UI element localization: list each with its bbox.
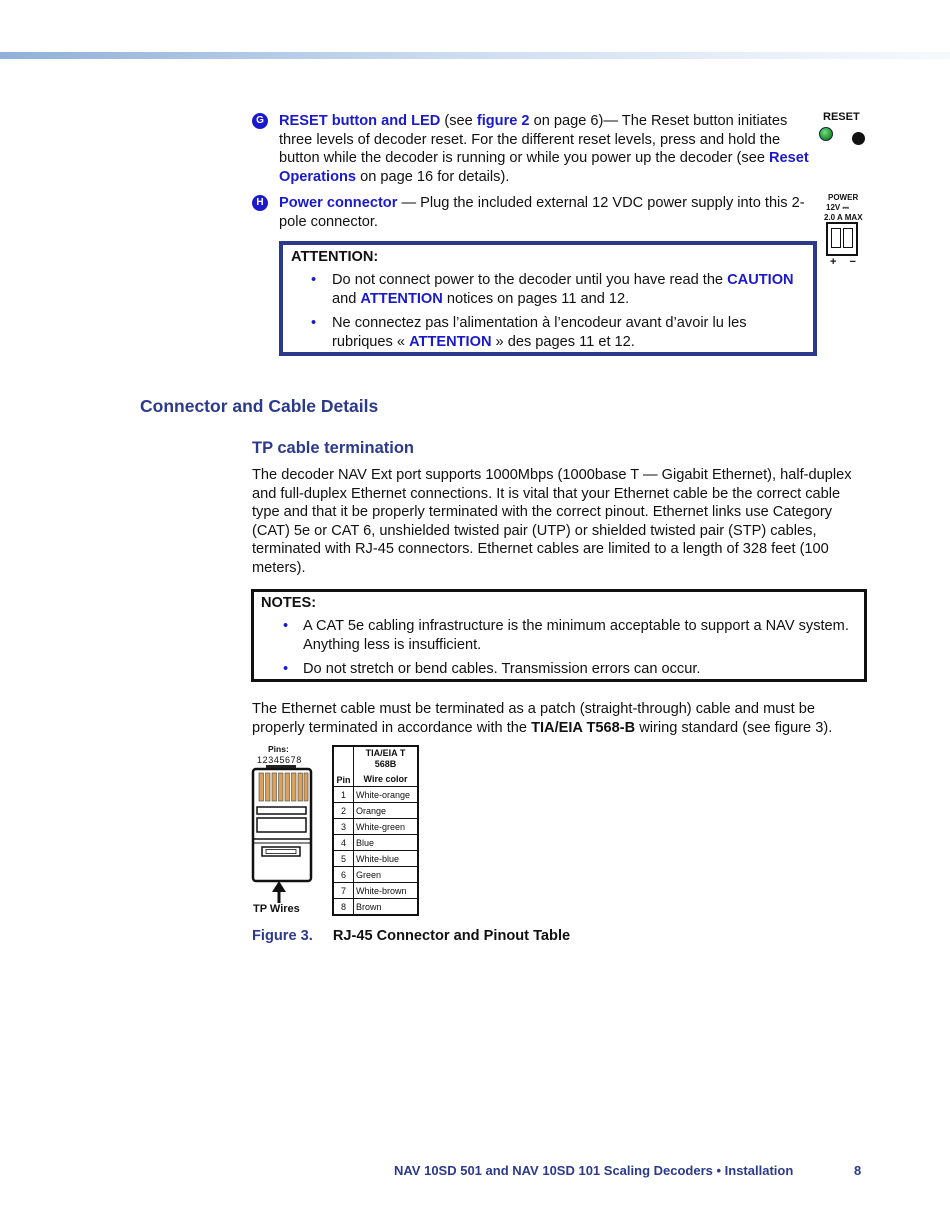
power-polarity: + −: [830, 256, 861, 268]
connector-pin-icon: [843, 228, 853, 248]
attention-link[interactable]: ATTENTION: [360, 290, 443, 307]
power-graphic-label: [824, 193, 863, 223]
reset-description: on page 6)— The Reset button initiates three levels of decoder reset. For the different reset levels, press and hold the button while the decoder is running or while you power up the decoder (see: [279, 113, 788, 167]
attention-b1-text: Do not connect power to the decoder until you have read the: [332, 272, 728, 288]
callout-badge-g: G: [252, 113, 268, 129]
power-voltage: 12V: [826, 203, 841, 212]
col-color-header: Wire color: [354, 771, 419, 787]
notes-b2-text: Do not stretch or bend cables. Transmission errors can occur.: [303, 661, 701, 678]
wire-color-cell: Brown: [354, 899, 419, 916]
page-number: 8: [854, 1163, 862, 1178]
notes-item: [261, 660, 857, 679]
attention-b2-text: Ne connectez pas l’alimentation à l’encodeur avant d’avoir lu les rubriques «: [332, 315, 747, 350]
reset-operations-link[interactable]: Reset Operations: [279, 150, 809, 185]
bullet-icon: •: [283, 661, 289, 678]
power-description: — Plug the included external 12 VDC power supply into this 2-pole connector.: [279, 195, 805, 230]
reset-tail: on page 16 for details).: [356, 168, 510, 185]
wire-color-cell: White-blue: [354, 851, 419, 867]
table-row: [333, 851, 418, 867]
wire-color-cell: White-orange: [354, 787, 419, 803]
attention-item: [291, 271, 805, 308]
reset-button-icon: [852, 132, 865, 145]
attention-b1-and: and: [332, 290, 361, 307]
pin-number-cell: 4: [333, 835, 354, 851]
pin-number-cell: 8: [333, 899, 354, 916]
attention-b2-rest: » des pages 11 et 12.: [491, 333, 635, 350]
table-row: [333, 867, 418, 883]
col-pin-header: Pin: [333, 746, 354, 787]
notes-b1-text: A CAT 5e cabling infrastructure is the minimum acceptable to support a NAV system. Anything less is insufficient.: [303, 618, 849, 653]
notes-title: NOTES:: [261, 595, 317, 611]
callout-badge-h: H: [252, 195, 268, 211]
dc-symbol-icon: ⎓: [842, 203, 849, 212]
attention-b1-rest: notices on pages 11 and 12.: [442, 290, 630, 307]
reset-graphic-label: RESET: [823, 111, 860, 123]
rj45-connector-icon: [250, 765, 314, 905]
table-row: [333, 819, 418, 835]
table-header-row: [333, 746, 418, 771]
wire-color-cell: White-green: [354, 819, 419, 835]
attention-title: ATTENTION:: [291, 249, 379, 265]
wire-color-cell: White-brown: [354, 883, 419, 899]
pin-number-cell: 7: [333, 883, 354, 899]
reset-title: RESET button and LED: [279, 113, 441, 129]
termination-paragraph: [252, 700, 864, 737]
header-gradient-bar: [0, 52, 950, 59]
pin-numbers: 12345678: [257, 755, 302, 765]
attention-list: [291, 271, 805, 351]
caution-link[interactable]: CAUTION: [727, 272, 794, 288]
footer-title: NAV 10SD 501 and NAV 10SD 101 Scaling Decoders • Installation: [394, 1163, 794, 1178]
pin-number-cell: 3: [333, 819, 354, 835]
pin-number-cell: 2: [333, 803, 354, 819]
section-title: Connector and Cable Details: [140, 396, 379, 416]
power-connector-icon: [826, 222, 858, 256]
notes-box: [251, 589, 867, 682]
bullet-icon: •: [311, 272, 317, 288]
attention-box: [279, 241, 817, 356]
figure-title: RJ-45 Connector and Pinout Table: [332, 928, 571, 944]
tp-wires-label: TP Wires: [253, 903, 300, 915]
figure-2-link[interactable]: figure 2: [476, 113, 530, 129]
bullet-icon: •: [283, 618, 289, 634]
termination-text-b: wiring standard (see figure 3).: [635, 719, 833, 736]
bullet-icon: •: [311, 315, 317, 332]
subsection-title: TP cable termination: [252, 439, 414, 457]
pinout-body: [333, 787, 418, 916]
figure-number: Figure 3.: [252, 928, 313, 944]
notes-list: [261, 617, 857, 679]
pin-number-cell: 1: [333, 787, 354, 803]
power-graphic-line1: POWER: [828, 193, 859, 202]
pins-label: Pins:: [268, 744, 289, 754]
power-graphic-line2: [824, 203, 863, 213]
wire-color-cell: Green: [354, 867, 419, 883]
notes-item: [261, 617, 857, 654]
table-row: [333, 787, 418, 803]
item-reset-text: [279, 112, 817, 186]
termination-text-a: The Ethernet cable must be terminated as a patch (straight-through) cable and must be properly terminated in accordance with the: [252, 701, 815, 736]
attention-link-fr[interactable]: ATTENTION: [409, 333, 492, 350]
col-standard-header: TIA/EIA T 568B: [354, 746, 419, 771]
wiring-standard: TIA/EIA T568-B: [531, 719, 636, 736]
pin-number-cell: 5: [333, 851, 354, 867]
power-title: Power connector: [279, 195, 398, 211]
pinout-table: [332, 745, 419, 916]
item-reset-button: [252, 112, 817, 186]
table-row: [333, 883, 418, 899]
attention-item: [291, 314, 805, 351]
item-power-text: [279, 194, 817, 231]
connector-pin-icon: [831, 228, 841, 248]
table-row: [333, 899, 418, 916]
power-graphic-line3: 2.0 A MAX: [824, 213, 863, 222]
pin-number-cell: 6: [333, 867, 354, 883]
figure-caption: [252, 928, 570, 944]
table-row: [333, 835, 418, 851]
table-row: [333, 803, 418, 819]
intro-paragraph: The decoder NAV Ext port supports 1000Mbps (1000base T — Gigabit Ethernet), half-duplex and full-duplex Ethernet connections. It is vital that your Ethernet cable be the correct cable type and that it be properly terminated with the correct pinout. Ethernet links use Category (CAT) 5e or CAT 6, unshielded twisted pair (UTP) or shielded twisted pair (STP) cables, terminated with RJ-45 connectors. Ethernet cables are limited to a length of 328 feet (100 meters).: [252, 467, 852, 576]
item-power-connector: [252, 194, 817, 231]
reset-led-icon: [819, 127, 833, 141]
wire-color-cell: Orange: [354, 803, 419, 819]
reset-see-open: (see: [440, 113, 477, 129]
wire-color-cell: Blue: [354, 835, 419, 851]
